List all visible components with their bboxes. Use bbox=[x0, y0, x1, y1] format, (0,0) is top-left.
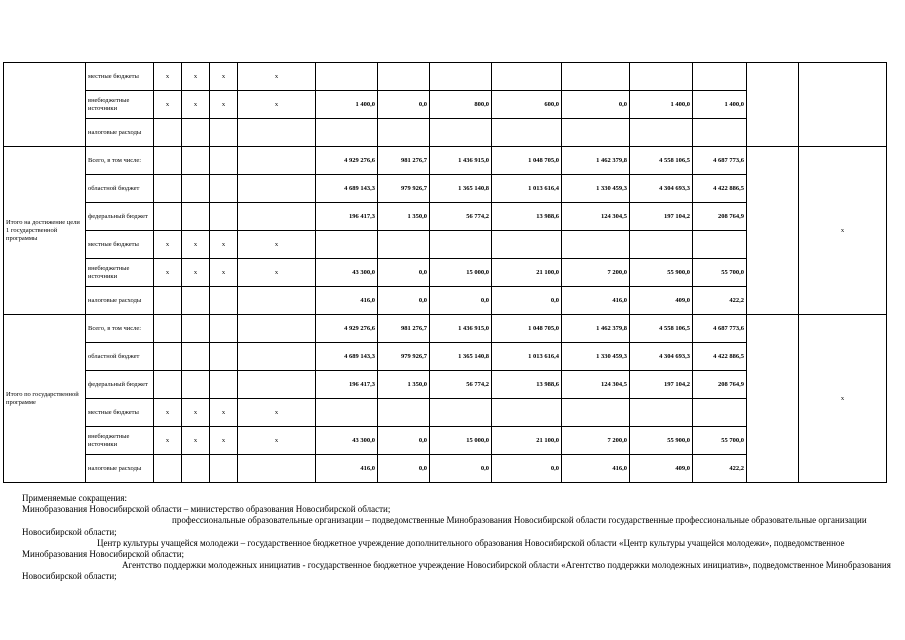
value-cell bbox=[316, 63, 378, 91]
table-row bbox=[4, 147, 887, 175]
mark-cell bbox=[154, 175, 182, 203]
value-cell bbox=[378, 231, 430, 259]
value-cell bbox=[693, 63, 747, 91]
value-cell bbox=[492, 119, 562, 147]
value-cell: 416,0 bbox=[316, 287, 378, 315]
value-cell: 422,2 bbox=[693, 287, 747, 315]
mark-cell bbox=[154, 119, 182, 147]
mark-cell bbox=[210, 315, 238, 343]
funding-source-cell: внебюджетные источники bbox=[86, 91, 154, 119]
funding-source-cell: областной бюджет bbox=[86, 175, 154, 203]
mark-cell: x bbox=[154, 63, 182, 91]
value-cell: 4 687 773,6 bbox=[693, 147, 747, 175]
value-cell: 56 774,2 bbox=[430, 371, 492, 399]
mark-cell: x bbox=[210, 259, 238, 287]
note-line: профессиональные образовательные организации – подведомственные Минобразования Новосибирской области государственные профессиональные образовательные организации Новосибирской области; bbox=[22, 515, 867, 537]
mark-cell bbox=[154, 203, 182, 231]
mark-cell bbox=[210, 175, 238, 203]
value-cell bbox=[693, 399, 747, 427]
value-cell: 1 013 616,4 bbox=[492, 343, 562, 371]
value-cell: 4 689 143,3 bbox=[316, 343, 378, 371]
value-cell: 1 462 379,8 bbox=[562, 315, 630, 343]
value-cell bbox=[630, 63, 693, 91]
mark-cell bbox=[238, 175, 316, 203]
funding-source-cell: внебюджетные источники bbox=[86, 427, 154, 455]
mark-cell: x bbox=[154, 399, 182, 427]
value-cell bbox=[430, 63, 492, 91]
mark-cell bbox=[238, 119, 316, 147]
blank-cell bbox=[747, 147, 799, 315]
mark-cell bbox=[238, 455, 316, 483]
mark-cell bbox=[182, 455, 210, 483]
value-cell: 979 926,7 bbox=[378, 175, 430, 203]
value-cell bbox=[378, 63, 430, 91]
value-cell: 208 764,9 bbox=[693, 371, 747, 399]
value-cell: 7 200,0 bbox=[562, 427, 630, 455]
value-cell: 0,0 bbox=[378, 287, 430, 315]
value-cell bbox=[693, 231, 747, 259]
funding-source-cell: внебюджетные источники bbox=[86, 259, 154, 287]
funding-source-cell: федеральный бюджет bbox=[86, 203, 154, 231]
mark-cell bbox=[238, 371, 316, 399]
value-cell: 197 104,2 bbox=[630, 203, 693, 231]
notes-heading: Применяемые сокращения: bbox=[22, 493, 128, 503]
mark-cell: x bbox=[210, 231, 238, 259]
mark-cell bbox=[210, 203, 238, 231]
value-cell: 55 700,0 bbox=[693, 427, 747, 455]
value-cell: 981 276,7 bbox=[378, 315, 430, 343]
value-cell: 1 048 705,0 bbox=[492, 147, 562, 175]
funding-source-cell: местные бюджеты bbox=[86, 63, 154, 91]
value-cell: 15 000,0 bbox=[430, 427, 492, 455]
value-cell: 1 350,0 bbox=[378, 371, 430, 399]
value-cell bbox=[492, 399, 562, 427]
value-cell: 55 900,0 bbox=[630, 259, 693, 287]
value-cell: 21 100,0 bbox=[492, 427, 562, 455]
value-cell bbox=[316, 399, 378, 427]
value-cell: 4 422 886,5 bbox=[693, 175, 747, 203]
note-line: Агентство поддержки молодежных инициатив - государственное бюджетное учреждение Новосибирской области «Агентство поддержки молодежных инициатив», подведомственное Минобразования Новосибирской области; bbox=[22, 560, 891, 582]
value-cell: 416,0 bbox=[562, 287, 630, 315]
value-cell: 21 100,0 bbox=[492, 259, 562, 287]
mark-cell bbox=[210, 371, 238, 399]
value-cell: 1 436 915,0 bbox=[430, 147, 492, 175]
value-cell: 196 417,3 bbox=[316, 203, 378, 231]
funding-source-cell: местные бюджеты bbox=[86, 231, 154, 259]
value-cell bbox=[492, 231, 562, 259]
value-cell bbox=[562, 63, 630, 91]
value-cell: 1 013 616,4 bbox=[492, 175, 562, 203]
value-cell: 55 700,0 bbox=[693, 259, 747, 287]
mark-cell: x bbox=[238, 427, 316, 455]
value-cell bbox=[630, 399, 693, 427]
value-cell bbox=[492, 63, 562, 91]
value-cell bbox=[316, 231, 378, 259]
budget-table-body bbox=[4, 63, 887, 483]
value-cell: 1 330 459,3 bbox=[562, 175, 630, 203]
value-cell: 4 304 693,3 bbox=[630, 175, 693, 203]
mark-cell: x bbox=[238, 259, 316, 287]
value-cell bbox=[562, 119, 630, 147]
blank-cell bbox=[747, 63, 799, 147]
value-cell: 0,0 bbox=[378, 455, 430, 483]
value-cell: 1 365 140,8 bbox=[430, 175, 492, 203]
note-cell: x bbox=[799, 147, 887, 315]
value-cell: 0,0 bbox=[562, 91, 630, 119]
mark-cell: x bbox=[210, 427, 238, 455]
value-cell: 600,0 bbox=[492, 91, 562, 119]
mark-cell bbox=[238, 315, 316, 343]
funding-source-cell: налоговые расходы bbox=[86, 455, 154, 483]
blank-cell bbox=[747, 315, 799, 483]
mark-cell bbox=[238, 343, 316, 371]
mark-cell: x bbox=[210, 399, 238, 427]
value-cell: 4 687 773,6 bbox=[693, 315, 747, 343]
mark-cell: x bbox=[154, 259, 182, 287]
value-cell: 416,0 bbox=[562, 455, 630, 483]
mark-cell bbox=[154, 455, 182, 483]
table-row bbox=[4, 63, 887, 91]
value-cell: 196 417,3 bbox=[316, 371, 378, 399]
mark-cell: x bbox=[154, 91, 182, 119]
value-cell: 409,0 bbox=[630, 287, 693, 315]
value-cell: 981 276,7 bbox=[378, 147, 430, 175]
value-cell: 56 774,2 bbox=[430, 203, 492, 231]
value-cell: 4 422 886,5 bbox=[693, 343, 747, 371]
value-cell: 124 304,5 bbox=[562, 371, 630, 399]
value-cell: 208 764,9 bbox=[693, 203, 747, 231]
value-cell: 0,0 bbox=[378, 91, 430, 119]
mark-cell bbox=[182, 175, 210, 203]
funding-source-cell: налоговые расходы bbox=[86, 287, 154, 315]
value-cell: 409,0 bbox=[630, 455, 693, 483]
mark-cell bbox=[210, 287, 238, 315]
value-cell: 124 304,5 bbox=[562, 203, 630, 231]
mark-cell: x bbox=[154, 427, 182, 455]
value-cell: 0,0 bbox=[492, 287, 562, 315]
mark-cell bbox=[210, 147, 238, 175]
abbreviations-notes bbox=[22, 493, 892, 583]
mark-cell bbox=[154, 147, 182, 175]
mark-cell: x bbox=[238, 91, 316, 119]
value-cell bbox=[693, 119, 747, 147]
value-cell bbox=[316, 119, 378, 147]
mark-cell bbox=[154, 371, 182, 399]
funding-source-cell: Всего, в том числе: bbox=[86, 147, 154, 175]
value-cell: 1 462 379,8 bbox=[562, 147, 630, 175]
value-cell: 43 300,0 bbox=[316, 427, 378, 455]
value-cell: 4 929 276,6 bbox=[316, 315, 378, 343]
value-cell: 800,0 bbox=[430, 91, 492, 119]
mark-cell bbox=[182, 287, 210, 315]
mark-cell bbox=[210, 455, 238, 483]
value-cell: 1 436 915,0 bbox=[430, 315, 492, 343]
mark-cell bbox=[182, 147, 210, 175]
funding-source-cell: местные бюджеты bbox=[86, 399, 154, 427]
value-cell: 1 400,0 bbox=[316, 91, 378, 119]
funding-source-cell: федеральный бюджет bbox=[86, 371, 154, 399]
mark-cell bbox=[238, 147, 316, 175]
value-cell: 1 048 705,0 bbox=[492, 315, 562, 343]
value-cell: 0,0 bbox=[430, 287, 492, 315]
value-cell bbox=[430, 119, 492, 147]
value-cell: 13 988,6 bbox=[492, 371, 562, 399]
value-cell bbox=[430, 399, 492, 427]
mark-cell: x bbox=[182, 399, 210, 427]
budget-table bbox=[3, 62, 887, 483]
note-line: Минобразования Новосибирской области – министерство образования Новосибирской области; bbox=[22, 504, 391, 515]
value-cell: 0,0 bbox=[430, 455, 492, 483]
value-cell: 1 400,0 bbox=[693, 91, 747, 119]
mark-cell bbox=[210, 119, 238, 147]
mark-cell bbox=[182, 343, 210, 371]
goal-cell bbox=[4, 63, 86, 147]
value-cell: 1 350,0 bbox=[378, 203, 430, 231]
value-cell: 416,0 bbox=[316, 455, 378, 483]
value-cell bbox=[630, 119, 693, 147]
value-cell: 43 300,0 bbox=[316, 259, 378, 287]
mark-cell: x bbox=[238, 399, 316, 427]
goal-cell: Итого на достижение цели 1 государственной программы bbox=[4, 147, 86, 315]
value-cell: 4 304 693,3 bbox=[630, 343, 693, 371]
funding-source-cell: Всего, в том числе: bbox=[86, 315, 154, 343]
funding-source-cell: налоговые расходы bbox=[86, 119, 154, 147]
value-cell bbox=[378, 399, 430, 427]
value-cell: 15 000,0 bbox=[430, 259, 492, 287]
table-row bbox=[4, 315, 887, 343]
mark-cell: x bbox=[182, 231, 210, 259]
mark-cell bbox=[210, 343, 238, 371]
value-cell bbox=[562, 399, 630, 427]
mark-cell bbox=[154, 287, 182, 315]
value-cell: 4 689 143,3 bbox=[316, 175, 378, 203]
mark-cell bbox=[154, 315, 182, 343]
value-cell: 422,2 bbox=[693, 455, 747, 483]
mark-cell bbox=[238, 287, 316, 315]
funding-source-cell: областной бюджет bbox=[86, 343, 154, 371]
mark-cell: x bbox=[238, 63, 316, 91]
goal-cell: Итого по государственной программе bbox=[4, 315, 86, 483]
note-line: Центр культуры учащейся молодежи – государственное бюджетное учреждение дополнительного образования Новосибирской области «Центр культуры учащейся молодежи», подведомственное Минобразования Новосибирской области; bbox=[22, 537, 845, 560]
mark-cell bbox=[154, 343, 182, 371]
value-cell: 0,0 bbox=[378, 427, 430, 455]
value-cell: 4 558 106,5 bbox=[630, 315, 693, 343]
value-cell bbox=[430, 231, 492, 259]
mark-cell: x bbox=[182, 259, 210, 287]
mark-cell: x bbox=[210, 91, 238, 119]
mark-cell: x bbox=[210, 63, 238, 91]
value-cell: 4 558 106,5 bbox=[630, 147, 693, 175]
value-cell bbox=[630, 231, 693, 259]
mark-cell bbox=[182, 315, 210, 343]
mark-cell bbox=[238, 203, 316, 231]
value-cell: 979 926,7 bbox=[378, 343, 430, 371]
value-cell bbox=[378, 119, 430, 147]
value-cell: 0,0 bbox=[378, 259, 430, 287]
value-cell: 197 104,2 bbox=[630, 371, 693, 399]
mark-cell: x bbox=[182, 427, 210, 455]
note-cell: x bbox=[799, 315, 887, 483]
value-cell: 0,0 bbox=[492, 455, 562, 483]
mark-cell: x bbox=[154, 231, 182, 259]
value-cell: 4 929 276,6 bbox=[316, 147, 378, 175]
mark-cell bbox=[182, 371, 210, 399]
value-cell: 13 988,6 bbox=[492, 203, 562, 231]
value-cell bbox=[562, 231, 630, 259]
value-cell: 7 200,0 bbox=[562, 259, 630, 287]
value-cell: 1 400,0 bbox=[630, 91, 693, 119]
mark-cell: x bbox=[238, 231, 316, 259]
note-cell bbox=[799, 63, 887, 147]
value-cell: 55 900,0 bbox=[630, 427, 693, 455]
value-cell: 1 365 140,8 bbox=[430, 343, 492, 371]
mark-cell bbox=[182, 203, 210, 231]
mark-cell: x bbox=[182, 63, 210, 91]
mark-cell bbox=[182, 119, 210, 147]
value-cell: 1 330 459,3 bbox=[562, 343, 630, 371]
mark-cell: x bbox=[182, 91, 210, 119]
